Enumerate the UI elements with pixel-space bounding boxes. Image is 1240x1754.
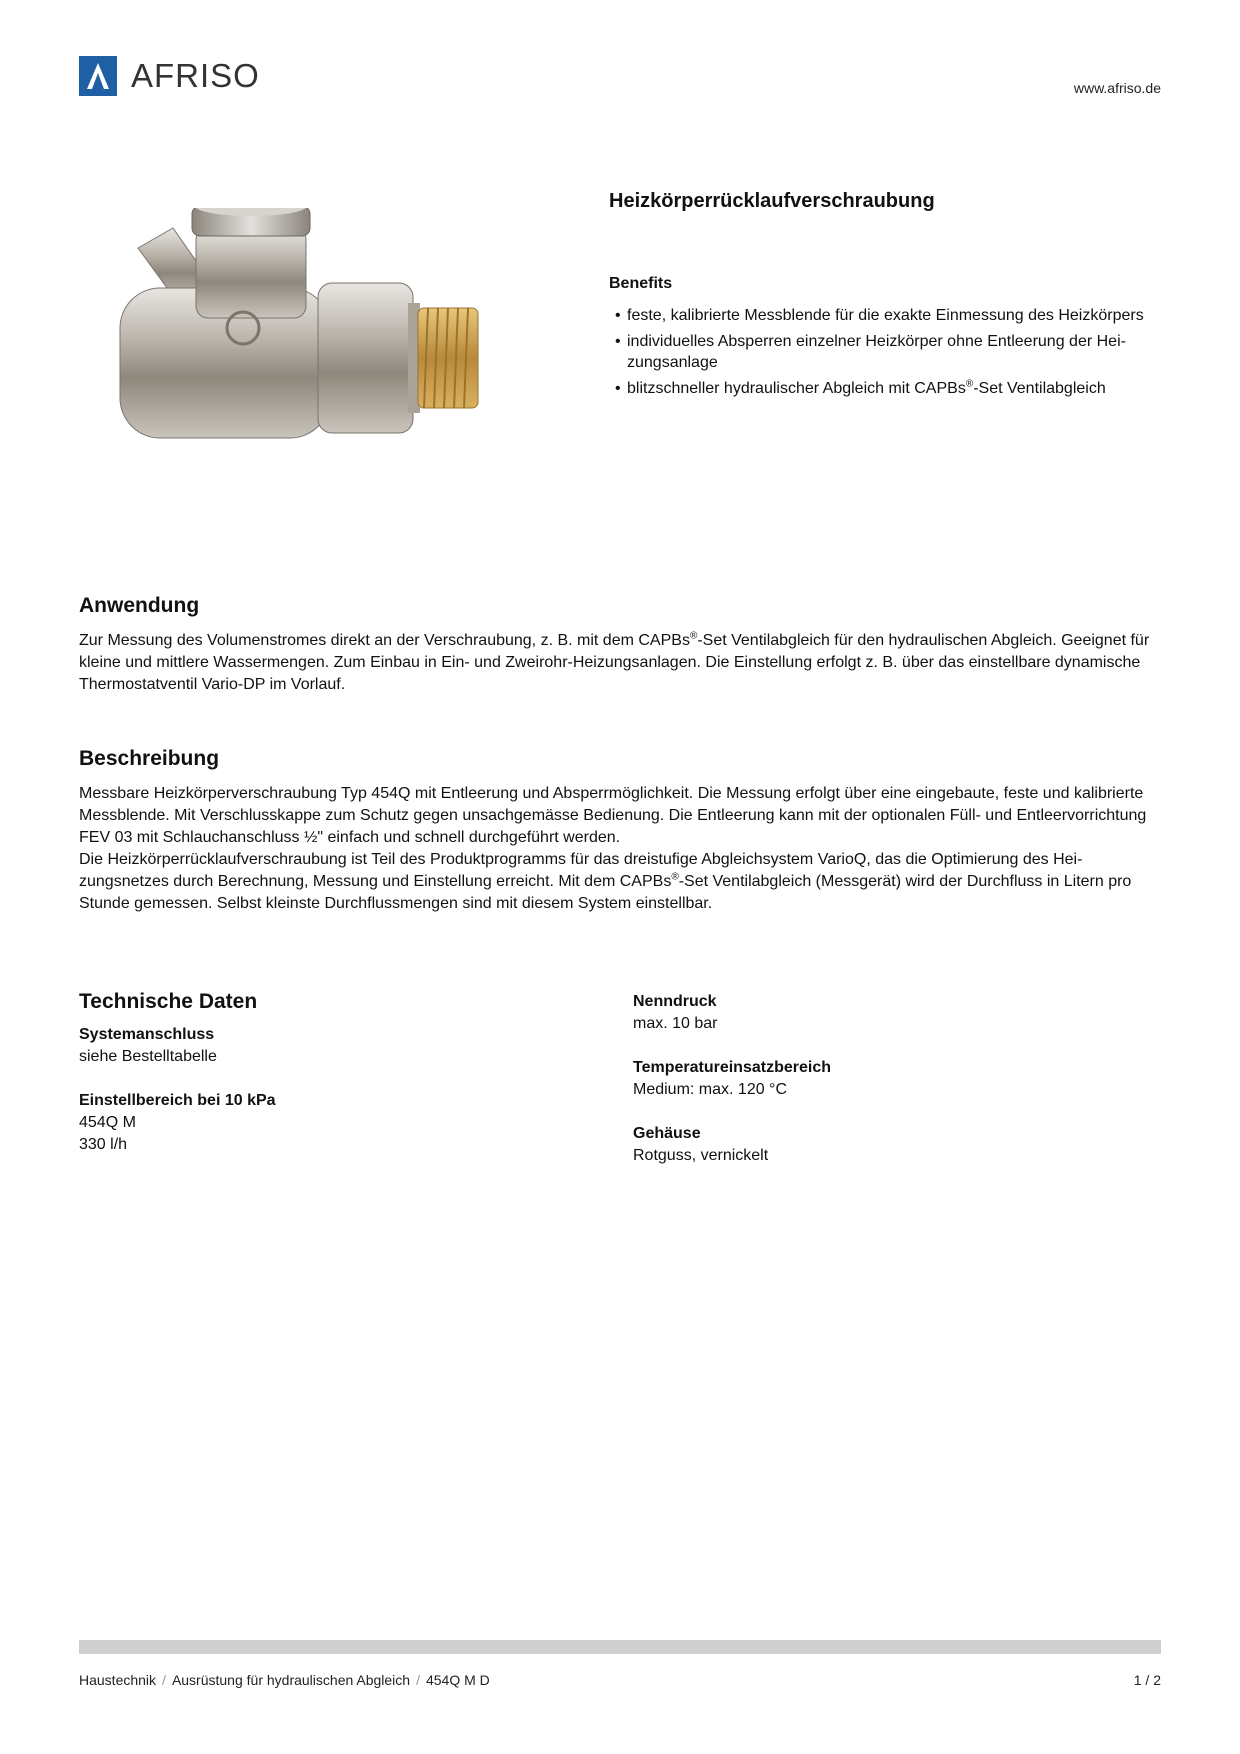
footer	[79, 1672, 1161, 1688]
tech-item	[633, 991, 1113, 1035]
beschreibung-heading: Beschreibung	[79, 747, 220, 770]
anwendung-text: Zur Messung des Volumenstromes direkt an der Verschraubung, z. B. mit dem CAPBs®-Set Ventilabgleich für den hydraulischen Abgleich. Geeignet für kleine und mittlere Wassermengen. Zum Einbau in Ein- und Zweirohr-Heizungsanlagen. Die Einstellung erfolgt z. B. über das einstellbare dynamische Thermostatventil Vario-DP im Vorlauf.	[79, 630, 1150, 693]
breadcrumb-separator: /	[162, 1672, 166, 1688]
tech-value: 330 l/h	[79, 1136, 128, 1153]
footer-divider	[79, 1640, 1161, 1654]
breadcrumb	[79, 1672, 490, 1688]
tech-label: Systemanschluss	[79, 1026, 215, 1043]
tech-item	[633, 1123, 1113, 1167]
breadcrumb-item: 454Q M D	[425, 1672, 490, 1688]
anwendung-section	[79, 594, 1161, 696]
website-url[interactable]: www.afriso.de	[1073, 80, 1161, 96]
benefits-heading: Benefits	[609, 275, 673, 292]
tech-label: Gehäuse	[633, 1125, 701, 1142]
product-title: Heizkörperrücklaufverschraubung	[609, 190, 935, 212]
tech-item	[79, 1090, 559, 1156]
beschreibung-paragraph: Die Heizkörperrücklaufverschraubung ist Teil des Produktprogramms für das dreistufige Abgleichsystem VarioQ, das die Optimierung des Heizungsnetzes durch Berechnung, Messung und Einstellung erreicht. Mit dem CAPBs®-Set Ventilabgleich (Messgerät) wird der Durchfluss in Litern pro Stunde gemessen. Selbst kleinste Durchflussmengen sind mit diesem System einstellbar.	[79, 851, 1132, 912]
radiator-return-valve-image	[118, 208, 538, 490]
beschreibung-paragraph: Messbare Heizkörperverschraubung Typ 454Q mit Entleerung und Absperrmöglichkeit. Die Messung erfolgt über eine eingebaute, feste und kalibrierte Messblende. Mit Verschlusskappe zum Schutz gegen unsachgemässe Bedienung. Die Entleerung kann mit der optionalen Füll- und Entleervorrichtung FEV 03 mit Schlauchanschluss ½" einfach und schnell durchgeführt werden.	[79, 785, 1147, 846]
tech-item	[79, 1024, 559, 1068]
benefit-item: • individuelles Absperren einzelner Heizkörper ohne Entleerung der Heizungsanlage	[609, 331, 1169, 373]
tech-value: 454Q M	[79, 1114, 136, 1131]
tech-label: Einstellbereich bei 10 kPa	[79, 1092, 276, 1109]
benefit-item: • feste, kalibrierte Messblende für die exakte Einmessung des Heizkörpers	[609, 305, 1169, 326]
tech-label: Temperatureinsatzbereich	[633, 1059, 831, 1076]
tech-item	[633, 1057, 1113, 1101]
tech-label: Nenndruck	[633, 993, 717, 1010]
breadcrumb-item[interactable]: Haustechnik	[79, 1672, 157, 1688]
tech-value: Rotguss, vernickelt	[633, 1147, 769, 1164]
benefits-section	[609, 275, 1169, 404]
breadcrumb-separator: /	[416, 1672, 420, 1688]
tech-data-heading: Technische Daten	[79, 990, 258, 1013]
tech-data-left	[79, 990, 559, 1178]
afriso-triangle-logo-icon	[79, 56, 117, 96]
tech-data-right	[633, 991, 1113, 1189]
beschreibung-section	[79, 747, 1161, 915]
tech-value: Medium: max. 120 °C	[633, 1081, 788, 1098]
tech-value: max. 10 bar	[633, 1015, 718, 1032]
page-number: 1 / 2	[1133, 1672, 1161, 1688]
breadcrumb-item[interactable]: Ausrüstung für hydraulischen Abgleich	[171, 1672, 411, 1688]
tech-value: siehe Bestelltabelle	[79, 1048, 217, 1065]
logo-text: AFRISO	[131, 57, 260, 94]
afriso-logo	[79, 56, 260, 96]
anwendung-heading: Anwendung	[79, 594, 200, 617]
benefit-item: • blitzschneller hydraulischer Abgleich mit CAPBs®-Set Ventilabgleich	[609, 378, 1169, 399]
benefits-list	[609, 305, 1169, 399]
